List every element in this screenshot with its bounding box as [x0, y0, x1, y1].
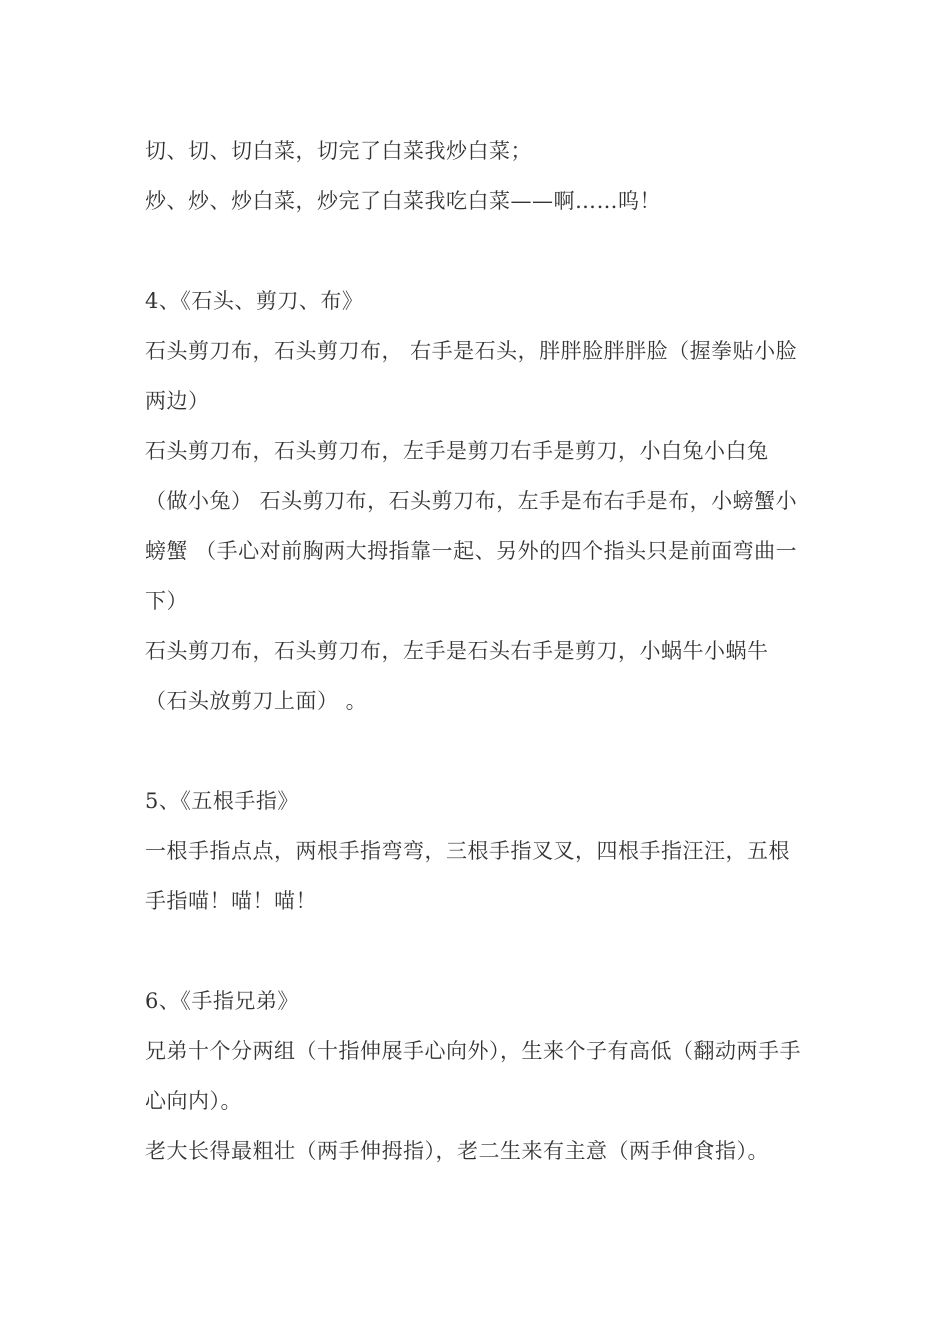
section-spacer: [145, 726, 810, 776]
section-5-title: 5、《五根手指》: [145, 789, 299, 813]
section-4-paragraph-1: 石头剪刀布，石头剪刀布， 右手是石头，胖胖脸胖胖脸（握拳贴小脸两边）: [145, 339, 798, 413]
section-4-paragraph-2: 石头剪刀布，石头剪刀布，左手是剪刀右手是剪刀，小白兔小白兔（做小兔） 石头剪刀布，石头剪刀布，左手是布右手是布，小螃蟹小螃蟹 （手心对前胸两大拇指靠一起、另外的四个指头只是前面弯曲一下）: [145, 439, 798, 613]
section-6-title: 6、《手指兄弟》: [145, 989, 299, 1013]
rhyme-line-2: 炒、炒、炒白菜，炒完了白菜我吃白菜——啊……呜！: [145, 189, 661, 213]
section-spacer: [145, 926, 810, 976]
section-4-paragraph-3: 石头剪刀布，石头剪刀布，左手是石头右手是剪刀，小蜗牛小蜗牛（石头放剪刀上面） 。: [145, 639, 769, 713]
section-6-paragraph-1: 兄弟十个分两组（十指伸展手心向外），生来个子有高低（翻动两手手心向内）。: [145, 1039, 801, 1113]
document-body: [145, 126, 810, 1176]
section-5-paragraph-1: 一根手指点点，两根手指弯弯，三根手指叉叉，四根手指汪汪，五根手指喵！喵！喵！: [145, 839, 790, 913]
section-4-title: 4、《石头、剪刀、布》: [145, 289, 364, 313]
section-6-paragraph-2: 老大长得最粗壮（两手伸拇指），老二生来有主意（两手伸食指）。: [145, 1139, 769, 1163]
rhyme-line-1: 切、切、切白菜，切完了白菜我炒白菜；: [145, 139, 532, 163]
section-spacer: [145, 226, 810, 276]
